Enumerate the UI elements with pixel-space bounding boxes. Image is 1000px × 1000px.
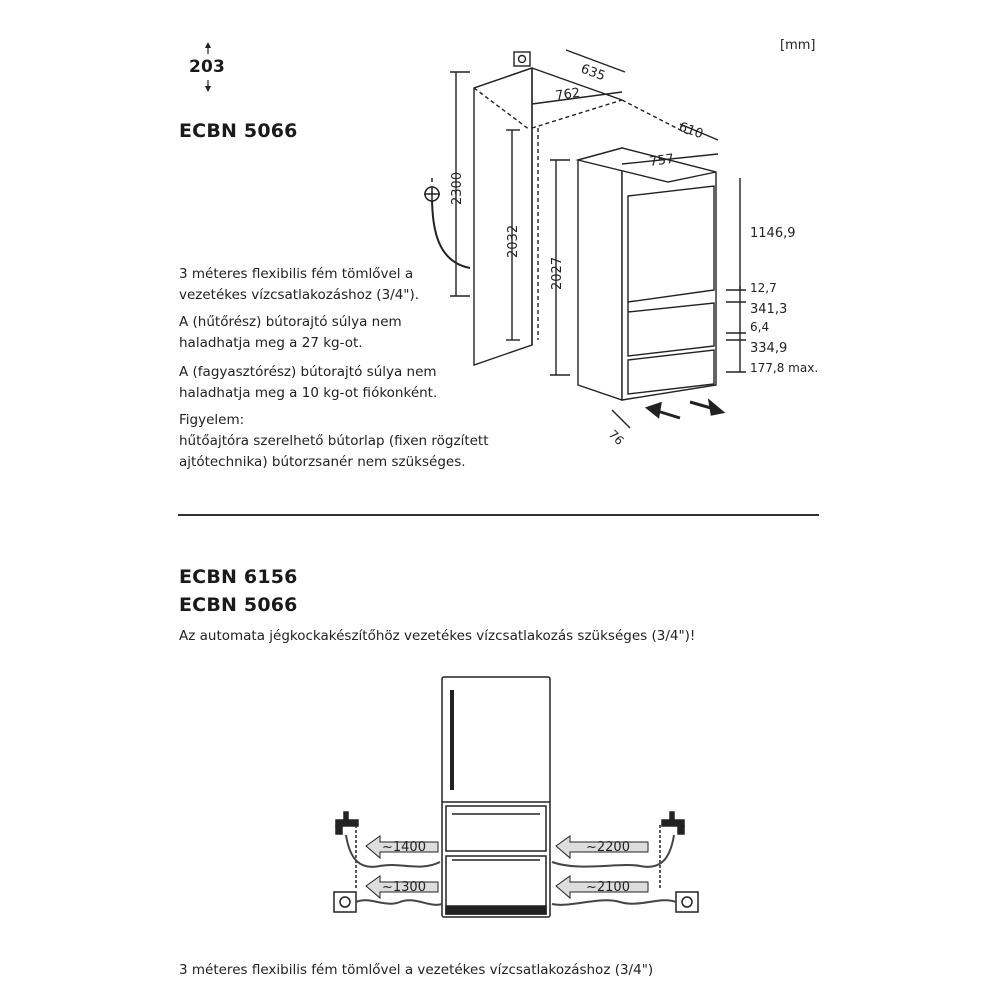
section2-footer: 3 méteres flexibilis fém tömlővel a vezetékes vízcsatlakozáshoz (3/4") [179, 962, 654, 978]
water-valve-icon [424, 178, 440, 202]
power-socket-icon [514, 52, 530, 66]
airflow-arrow-icon [648, 402, 722, 418]
hose-note-line2: vezetékes vízcsatlakozáshoz (3/4"). [179, 287, 420, 303]
freezer-note-line2: haladhatja meg a 10 kg-ot fiókonként. [179, 385, 438, 401]
dim-door-top: 1146,9 [750, 226, 796, 241]
dim-right-power: ~2100 [586, 880, 630, 895]
top-value: 203 [189, 57, 226, 77]
appliance-side [578, 148, 622, 400]
dim-bottom-depth: 76 [605, 427, 627, 448]
attention-label: Figyelem: [179, 412, 245, 428]
water-tap-icon [662, 812, 684, 834]
fridge-note-line2: haladhatja meg a 27 kg-ot. [179, 335, 363, 351]
dim-niche-height: 2300 [450, 171, 465, 205]
section-divider [178, 514, 819, 516]
power-socket-icon [334, 892, 356, 912]
upper-drawer [446, 806, 546, 851]
dim-drawer1: 341,3 [750, 302, 788, 317]
connection-diagram [0, 660, 1000, 960]
appliance-front [622, 148, 716, 400]
right-power-cable [552, 900, 676, 905]
dim-right-water: ~2200 [586, 840, 630, 855]
freezer-note-line1: A (fagyasztórész) bútorajtó súlya nem [179, 364, 437, 380]
section2-model-title-2: ECBN 5066 [179, 594, 298, 616]
dim-drawer2: 334,9 [750, 341, 788, 356]
dim-niche-depth: 635 [578, 61, 608, 85]
niche-front [474, 68, 532, 365]
section1-model-title: ECBN 5066 [179, 120, 298, 142]
dim-appliance-height: 2027 [550, 256, 565, 290]
dim-appliance-width: 757 [648, 151, 676, 170]
dim-niche-width: 762 [554, 85, 582, 104]
dim-gap2: 6,4 [750, 320, 770, 334]
power-socket-icon [676, 892, 698, 912]
fridge-note-line1: A (hűtőrész) bútorajtó súlya nem [179, 314, 402, 330]
dim-niche-inner-height: 2032 [506, 224, 521, 258]
dim-left-water: ~1400 [382, 840, 426, 855]
left-power-cable [356, 900, 442, 905]
door-note-line2: ajtótechnika) bútorzsanér nem szükséges. [179, 454, 466, 470]
door-note-line1: hűtőajtóra szerelhető bútorlap (fixen rögzített [179, 433, 489, 449]
section2-model-title-1: ECBN 6156 [179, 566, 298, 588]
dim-left-power: ~1300 [382, 880, 426, 895]
water-tap-icon [336, 812, 358, 834]
hose-note-line1: 3 méteres flexibilis fém tömlővel a [179, 266, 414, 282]
dim-bottom-max: 177,8 max. [750, 361, 819, 375]
dim-appliance-depth: 610 [676, 119, 706, 143]
water-hose [432, 196, 470, 268]
unit-label: [mm] [780, 38, 816, 53]
section2-subtitle: Az automata jégkockakészítőhöz vezetékes vízcsatlakozás szükséges (3/4")! [179, 628, 696, 644]
dim-gap1: 12,7 [750, 281, 777, 295]
